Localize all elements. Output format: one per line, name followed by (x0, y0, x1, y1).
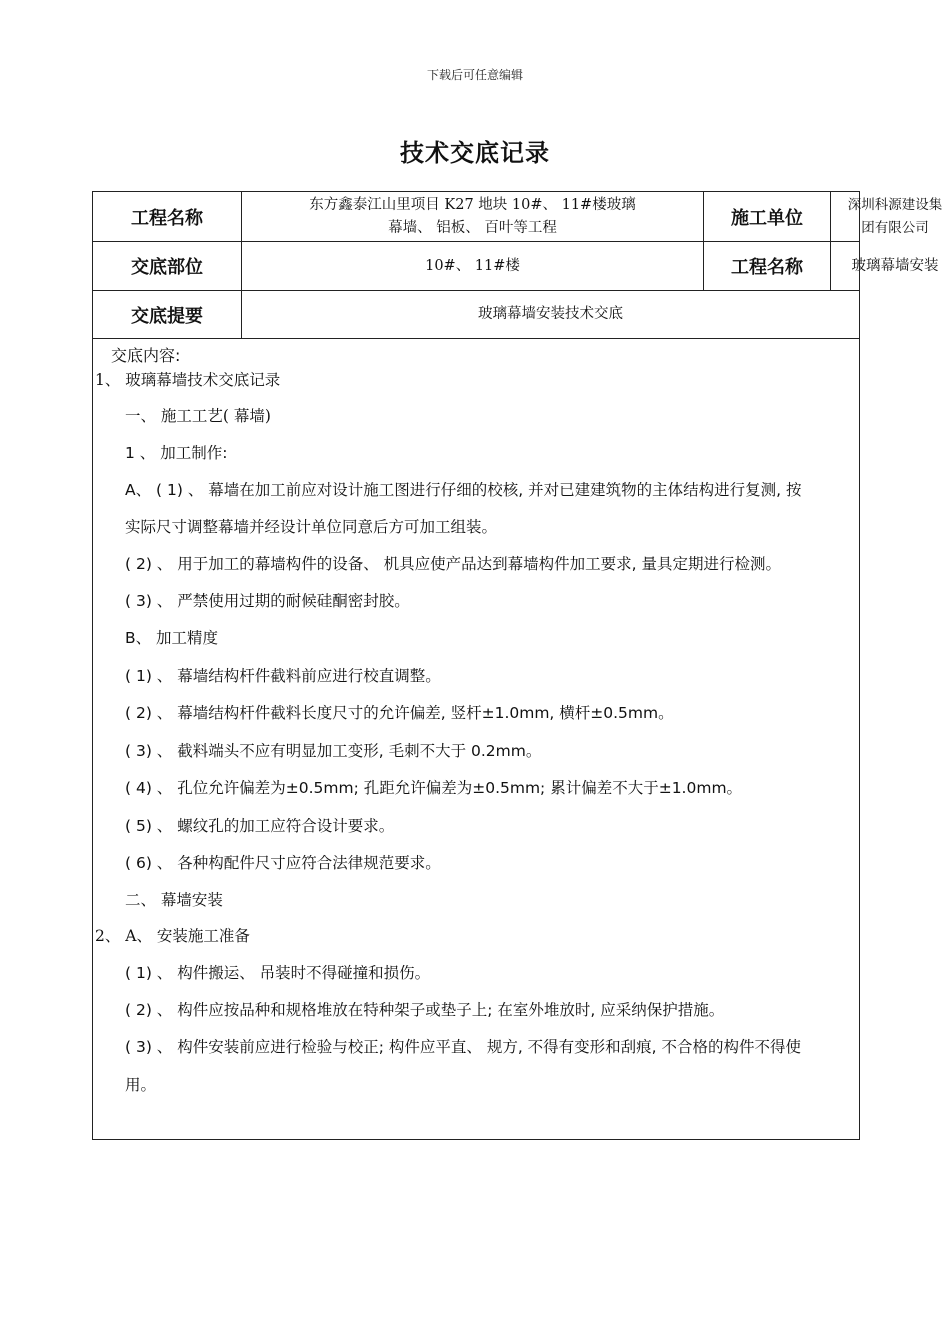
content-line: ( 1) 、 幕墙结构杆件截料前应进行校直调整。 (125, 667, 441, 685)
summary-label: 交底提要 (93, 291, 242, 338)
content-line: B、 加工精度 (125, 629, 219, 647)
content-line: ( 2) 、 用于加工的幕墙构件的设备、 机具应使产品达到幕墙构件加工要求, 量具定期进行检测。 (125, 555, 782, 573)
content-line: A、 ( 1) 、 幕墙在加工前应对设计施工图进行仔细的校核, 并对已建建筑物的主体结构进行复测, 按 (125, 481, 802, 499)
content-line: 用。 (125, 1076, 157, 1094)
content-line: ( 2) 、 幕墙结构杆件截料长度尺寸的允许偏差, 竖杆±1.0mm, 横杆±0.5mm。 (125, 704, 674, 722)
content-line: ( 6) 、 各种构配件尺寸应符合法律规范要求。 (125, 854, 441, 872)
construction-unit-line-2: 团有限公司 (861, 219, 929, 236)
project-name-label: 工程名称 (93, 192, 242, 241)
content-line: ( 3) 、 截料端头不应有明显加工变形, 毛刺不大于 0.2mm。 (125, 742, 542, 760)
handover-record-form (92, 191, 943, 1140)
content-line: 一、 施工工艺( 幕墙) (125, 407, 271, 425)
content-line: ( 1) 、 构件搬运、 吊装时不得碰撞和损伤。 (125, 964, 431, 982)
content-heading: 交底内容: (111, 346, 181, 365)
content-line: 1 、 加工制作: (125, 444, 228, 462)
content-line: ( 2) 、 构件应按品种和规格堆放在特种架子或垫子上; 在室外堆放时, 应采纳保护措施。 (125, 1001, 725, 1019)
project-name-line-2: 幕墙、 铝板、 百叶等工程 (388, 219, 557, 236)
construction-unit-line-1: 深圳科源建设集 (847, 196, 943, 213)
header-note: 下载后可任意编辑 (426, 68, 523, 82)
row-handover-part (93, 242, 939, 291)
content-line: ( 5) 、 螺纹孔的加工应符合设计要求。 (125, 817, 395, 835)
content-line: 二、 幕墙安装 (125, 891, 223, 909)
row-summary (93, 291, 859, 339)
handover-part-value: 10#、 11#楼 (242, 242, 704, 290)
content-line: ( 3) 、 构件安装前应进行检验与校正; 构件应平直、 规方, 不得有变形和刮痕, 不合格的构件不得使 (125, 1038, 802, 1056)
summary-value: 玻璃幕墙安装技术交底 (478, 306, 623, 322)
work-name-value: 玻璃幕墙安装 (851, 257, 939, 274)
content-line: 2、 A、 安装施工准备 (95, 927, 250, 945)
construction-unit-value (831, 192, 950, 241)
work-name-label: 工程名称 (704, 242, 831, 290)
document-title: 技术交底记录 (400, 138, 550, 167)
project-name-value (242, 192, 704, 241)
content-line: ( 4) 、 孔位允许偏差为±0.5mm; 孔距允许偏差为±0.5mm; 累计偏差不大于±1.0mm。 (125, 779, 743, 797)
content-line: 1、 玻璃幕墙技术交底记录 (95, 371, 281, 389)
project-name-line-1: 东方鑫泰江山里项目 K27 地块 10#、 11#楼玻璃 (309, 196, 636, 213)
handover-part-label: 交底部位 (93, 242, 242, 290)
row-project-name (93, 192, 943, 242)
content-line: ( 3) 、 严禁使用过期的耐候硅酮密封胶。 (125, 592, 410, 610)
construction-unit-label: 施工单位 (704, 192, 831, 241)
content-line: 实际尺寸调整幕墙并经设计单位同意后方可加工组装。 (125, 518, 498, 536)
